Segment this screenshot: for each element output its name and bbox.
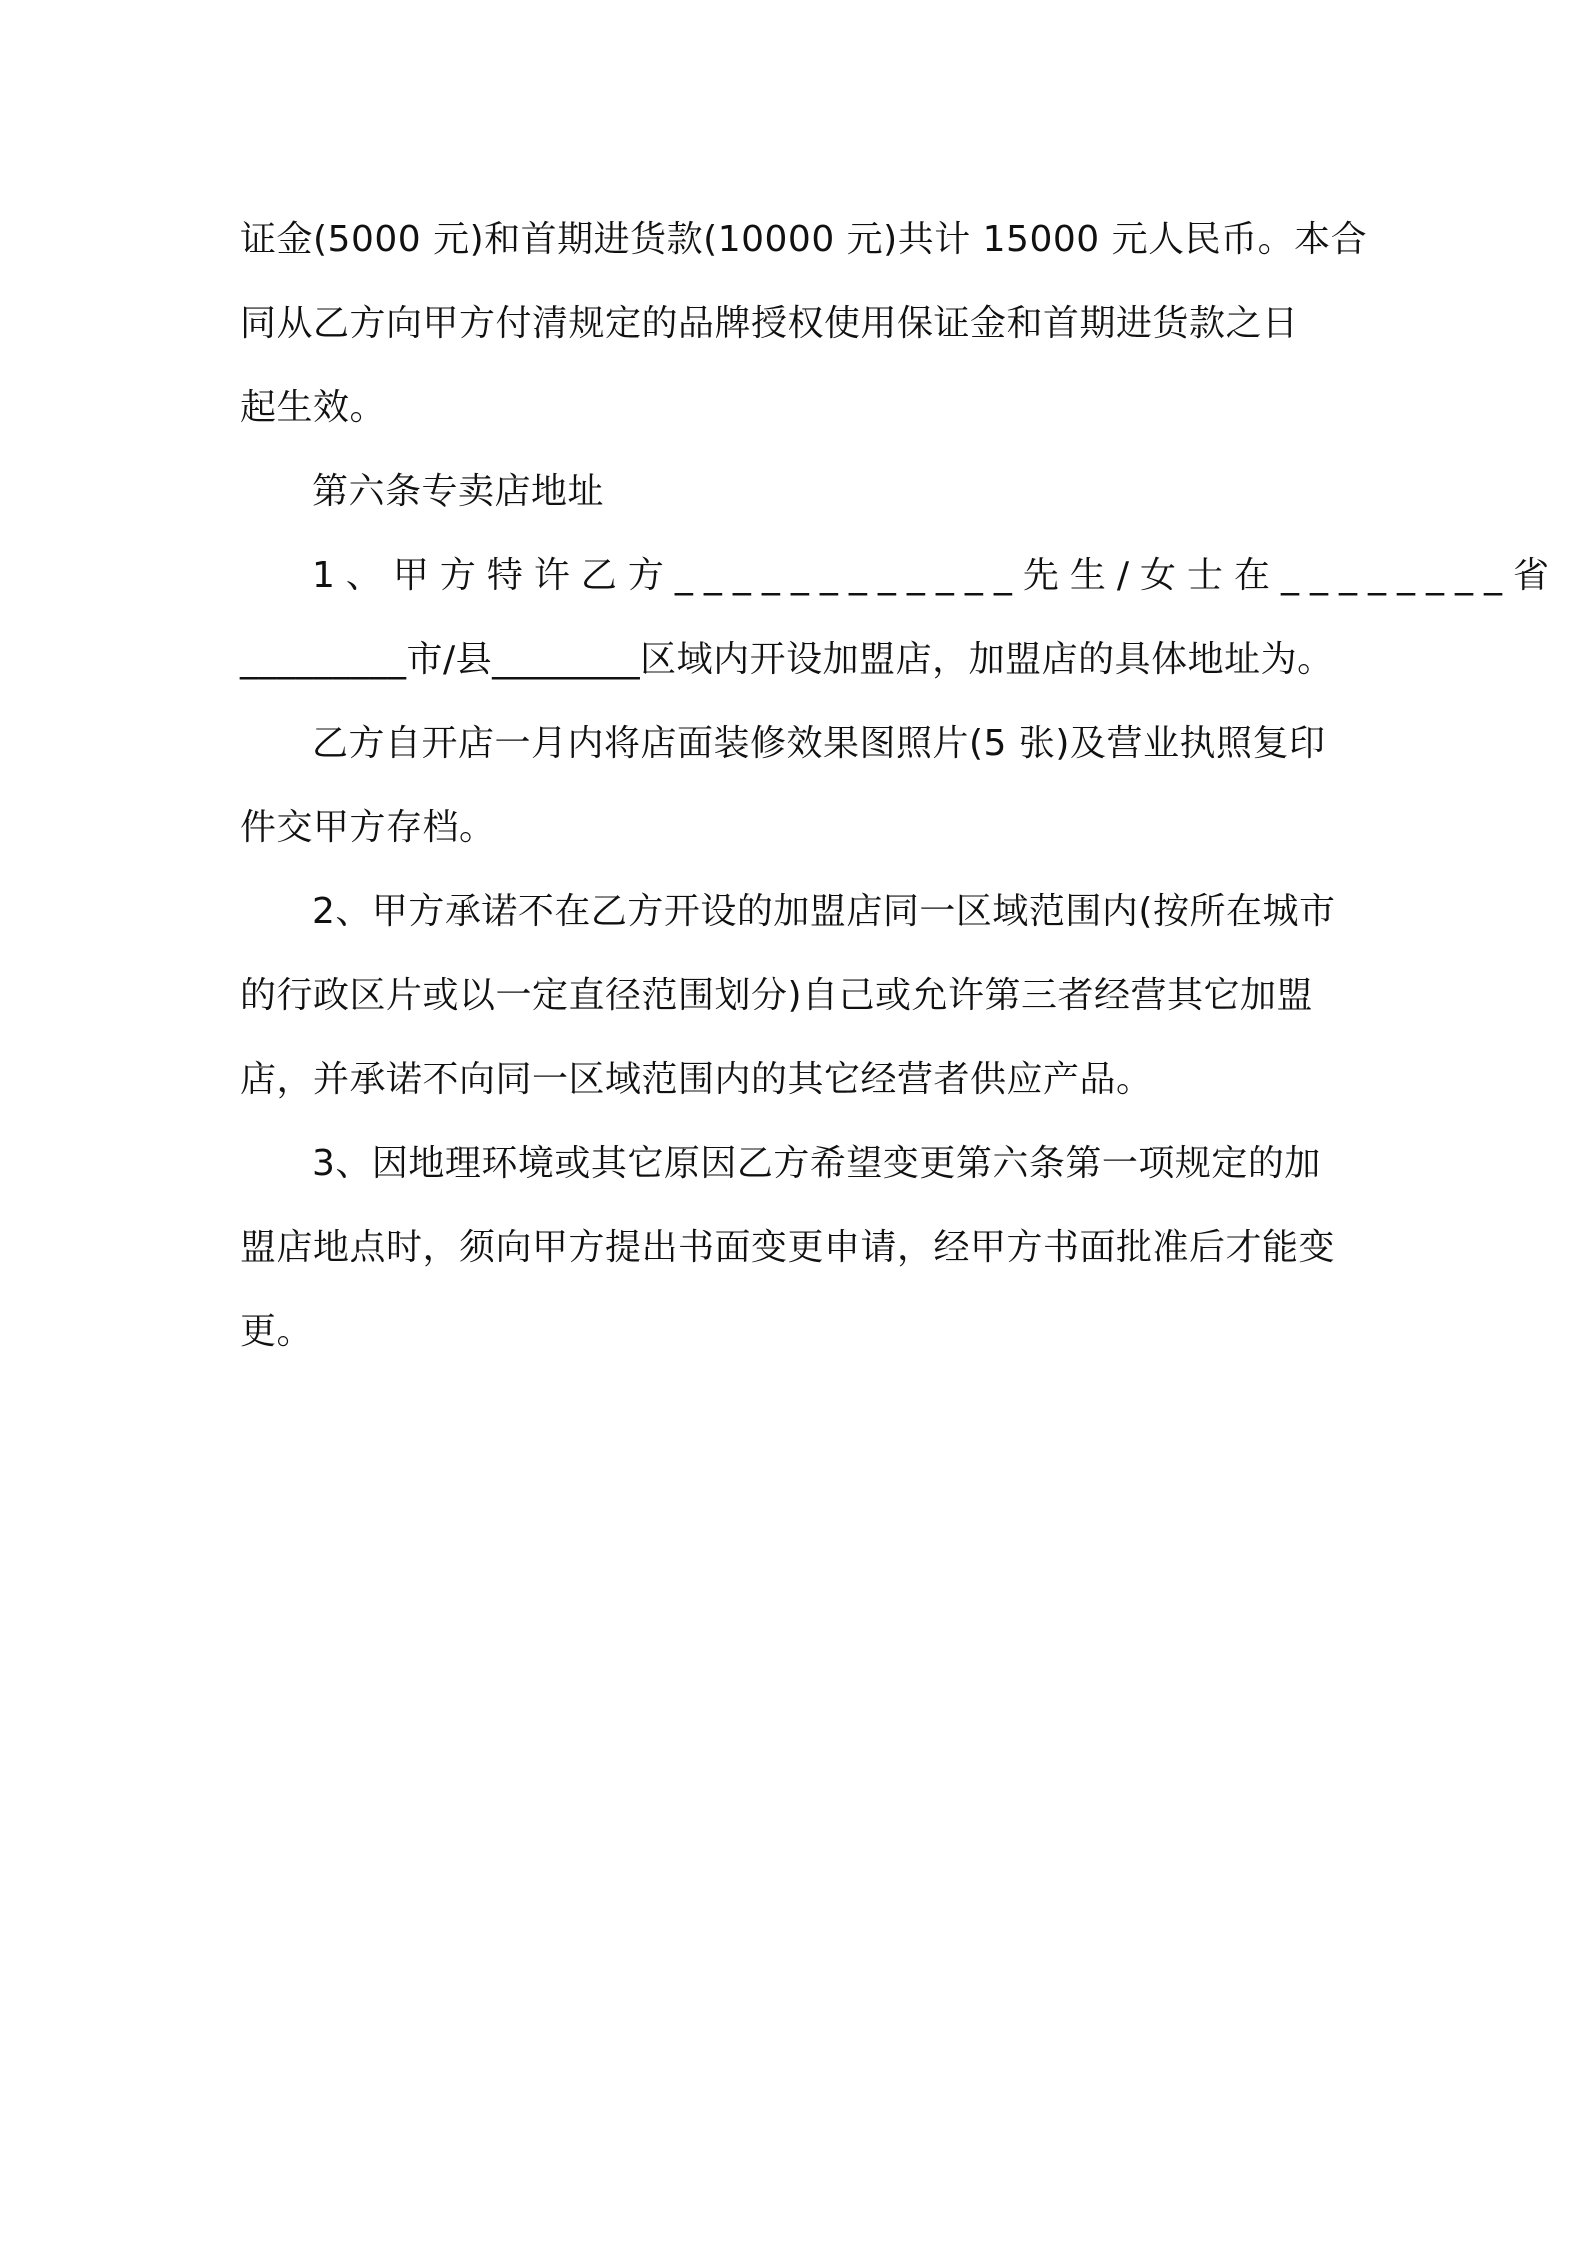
text-line: 盟店地点时，须向甲方提出书面变更申请，经甲方书面批准后才能变 bbox=[240, 1227, 1336, 1268]
text-line bbox=[240, 534, 1561, 618]
clause-1-city-label: 市/县 bbox=[406, 639, 493, 680]
paragraph-deposit-effective bbox=[240, 198, 1368, 450]
paragraph-clause-1 bbox=[240, 534, 1561, 702]
text-line: 的行政区片或以一定直径范围划分)自己或允许第三者经营其它加盟 bbox=[240, 975, 1314, 1016]
text-line: 3、因地理环境或其它原因乙方希望变更第六条第一项规定的加 bbox=[312, 1143, 1321, 1184]
text-line: 件交甲方存档。 bbox=[240, 807, 496, 848]
text-line: 乙方自开店一月内将店面装修效果图照片(5 张)及营业执照复印 bbox=[312, 723, 1326, 764]
paragraph-clause-3 bbox=[240, 1122, 1352, 1374]
text-line: 起生效。 bbox=[240, 387, 387, 428]
clause-1-middle: 先生/女士在 bbox=[1022, 555, 1282, 596]
section-heading: 第六条专卖店地址 bbox=[312, 471, 605, 512]
paragraph-photos-license bbox=[240, 702, 1352, 870]
blank-district-field: ________ bbox=[492, 639, 641, 680]
clause-1-prefix: 1、甲方特许乙方 bbox=[312, 555, 675, 596]
blank-city-field: _________ bbox=[240, 639, 407, 680]
text-line: 同从乙方向甲方付清规定的品牌授权使用保证金和首期进货款之日 bbox=[240, 303, 1299, 344]
blank-province-field: ________ bbox=[1281, 555, 1514, 596]
section-heading-store-address bbox=[240, 450, 1352, 534]
text-line: 更。 bbox=[240, 1311, 314, 1352]
paragraph-clause-2 bbox=[240, 870, 1352, 1122]
text-line: 2、甲方承诺不在乙方开设的加盟店同一区域范围内(按所在城市 bbox=[312, 891, 1336, 932]
text-line: 店，并承诺不向同一区域范围内的其它经营者供应产品。 bbox=[240, 1059, 1153, 1100]
document-body bbox=[240, 198, 1561, 1374]
clause-1-tail: 区域内开设加盟店，加盟店的具体地址为。 bbox=[640, 639, 1334, 680]
text-line bbox=[240, 618, 1352, 702]
text-line: 证金(5000 元)和首期进货款(10000 元)共计 15000 元人民币。本合 bbox=[240, 219, 1368, 260]
blank-name-field: ____________ bbox=[674, 555, 1023, 596]
clause-1-suffix: 省 bbox=[1513, 555, 1561, 596]
